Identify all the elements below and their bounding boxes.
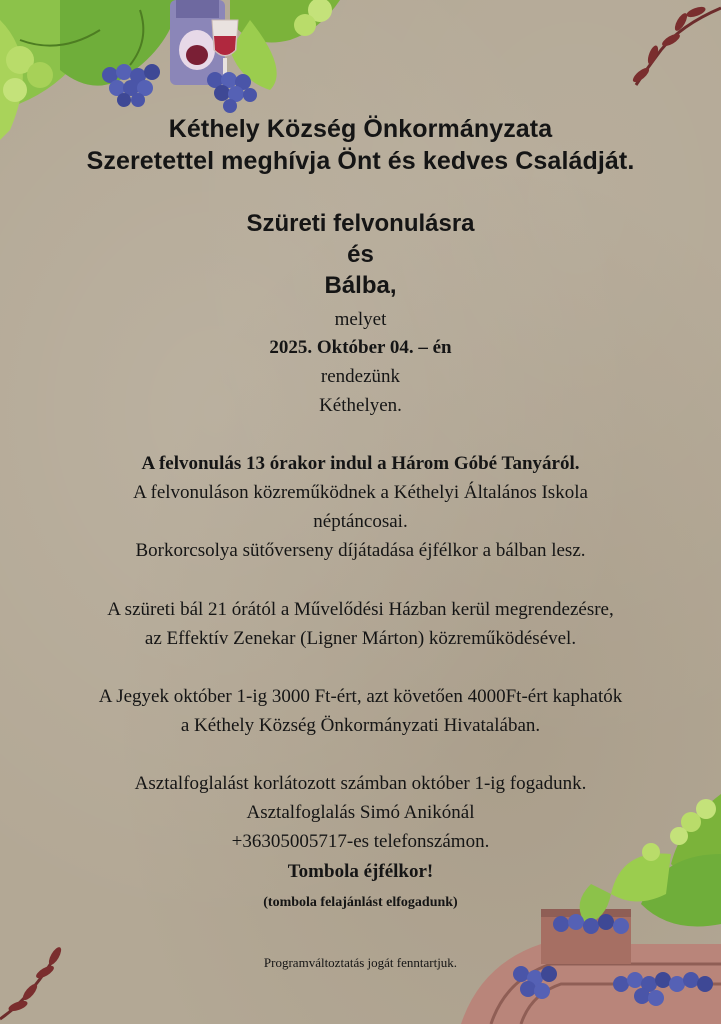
reservation-phone: +36305005717-es telefonszámon.	[231, 831, 490, 852]
ticket-location: a Kéthely Község Önkormányzati Hivatalában.	[180, 715, 541, 736]
event-which: melyet	[334, 309, 387, 330]
parade-performers: A felvonuláson közreműködnek a Kéthelyi Általános Iskola	[133, 482, 588, 503]
organizer-line: Kéthely Község Önkormányzata	[168, 115, 553, 143]
ball-band: az Effektív Zenekar (Ligner Márton) közreműködésével.	[144, 628, 577, 649]
parade-start: A felvonulás 13 órakor indul a Három Góbé Tanyáról.	[141, 453, 580, 474]
disclaimer: Programváltoztatás jogát fenntartjuk.	[263, 955, 458, 970]
event-title-ball: Bálba,	[324, 272, 397, 299]
competition-award: Borkorcsolya sütőverseny díjátadása éjfélkor a bálban lesz.	[135, 540, 586, 561]
event-date: 2025. Október 04. – én	[269, 337, 452, 358]
raffle-title: Tombola éjfélkor!	[287, 861, 434, 882]
event-place: Kéthelyen.	[319, 395, 402, 416]
event-title-parade: Szüreti felvonulásra	[246, 210, 475, 237]
ticket-prices: A Jegyek október 1-ig 3000 Ft-ért, azt követően 4000Ft-ért kaphatók	[98, 686, 623, 707]
ball-venue: A szüreti bál 21 órától a Művelődési Házban kerül megrendezésre,	[107, 599, 614, 620]
event-organize: rendezünk	[320, 366, 401, 387]
twig-icon	[611, 0, 721, 100]
invitation-line: Szeretettel meghívja Önt és kedves Családját.	[86, 147, 635, 175]
reservation-contact: Asztalfoglalás Simó Anikónál	[246, 802, 475, 823]
reservation-info: Asztalfoglalást korlátozott számban október 1-ig fogadunk.	[134, 773, 587, 794]
raffle-note: (tombola felajánlást elfogadunk)	[263, 895, 458, 910]
parade-performers-cont: néptáncosai.	[313, 511, 408, 532]
event-title-and: és	[347, 241, 374, 268]
